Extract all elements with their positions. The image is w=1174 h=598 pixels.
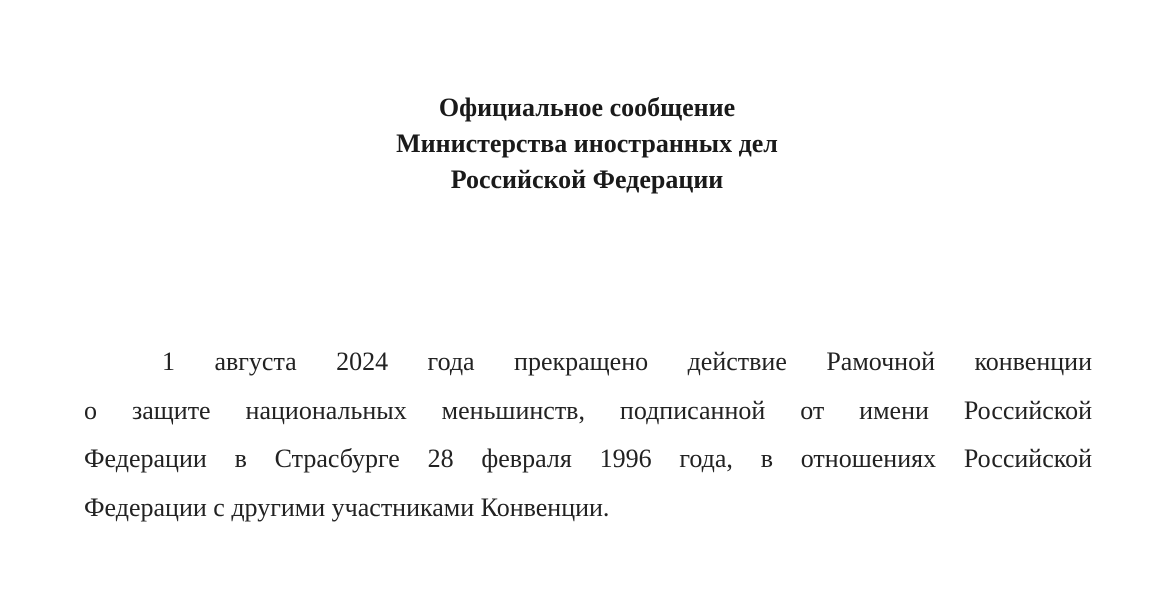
heading-line-2: Министерства иностранных дел xyxy=(396,129,778,158)
heading-line-1: Официальное сообщение xyxy=(438,93,736,122)
body-line-3: Федерации в Страсбурге 28 февраля 1996 года, в отношениях Российской xyxy=(84,444,1092,473)
body-line-1: 1 августа 2024 года прекращено действие Рамочной конвенции xyxy=(162,347,1092,376)
body-line-2: о защите национальных меньшинств, подписанной от имени Российской xyxy=(84,395,1092,425)
document-body-paragraph xyxy=(84,338,1092,532)
body-line-4: Федерации с другими участниками Конвенции. xyxy=(84,492,610,522)
heading-line-3: Российской Федерации xyxy=(450,165,724,194)
document-heading xyxy=(0,90,1174,198)
